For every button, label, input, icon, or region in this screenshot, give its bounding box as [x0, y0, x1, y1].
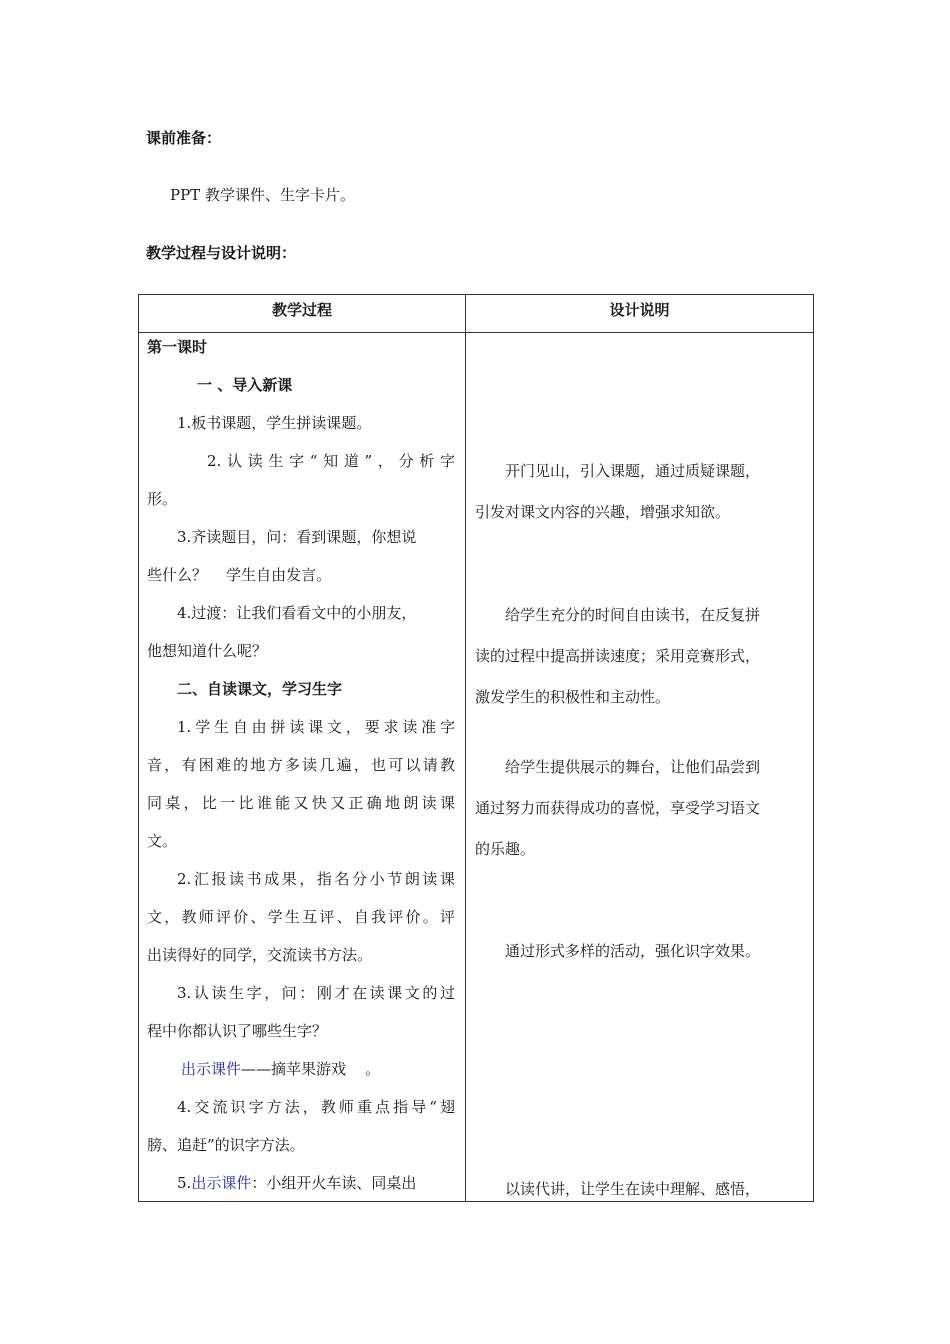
step-2-2b: 文，教师评价、学生互评、自我评价。评: [147, 908, 455, 926]
design-note-1a: 开门见山，引入课题，通过质疑课题，: [505, 462, 761, 480]
design-note-2a: 给学生充分的时间自由读书，在反复拼: [505, 606, 761, 624]
design-note-4: 通过形式多样的活动，强化识字效果。: [505, 942, 761, 960]
step-1-2b: 形。: [147, 490, 178, 508]
design-note-2b: 读的过程中提高拼读速度；采用竞赛形式，: [475, 647, 761, 665]
step-2-1c: 同桌，比一比谁能又快又正确地朗读课: [147, 794, 455, 812]
step-2-2a: 2.汇报读书成果，指名分小节朗读课: [177, 870, 455, 888]
section-2-title: 二、自读课文，学习生字: [177, 680, 343, 698]
step-2-courseware: [147, 1050, 455, 1088]
design-note-3b: 通过努力而获得成功的喜悦，享受学习语文: [475, 799, 761, 817]
step-1-2a: 2.认读生字“知道”，分析字: [207, 452, 455, 470]
section-1-title: 一 、导入新课: [197, 376, 293, 394]
header-teaching-process: 教学过程: [271, 301, 332, 319]
courseware-link-2[interactable]: 出示课件: [191, 1174, 252, 1192]
step-2-1a: 1.学生自由拼读课文，要求读准字: [177, 718, 455, 736]
process-column: [147, 328, 455, 1202]
design-note-2c: 激发学生的积极性和主动性。: [475, 688, 671, 706]
step-1-4a: 4.过渡：让我们看看文中的小朋友，: [177, 604, 417, 622]
step-2-4a: 4.交流识字方法，教师重点指导“翅: [177, 1098, 455, 1116]
process-heading: 教学过程与设计说明：: [146, 244, 297, 262]
step-2-5-num: 5.: [177, 1174, 192, 1192]
step-1-1: 1.板书课题，学生拼读课题。: [177, 414, 372, 432]
step-2-5: [147, 1164, 455, 1202]
step-1-3a: 3.齐读题目，问：看到课题，你想说: [177, 528, 417, 546]
step-2-3b: 程中你都认识了哪些生字？: [147, 1022, 328, 1040]
prep-text: PPT 教学课件、生字卡片。: [170, 186, 355, 204]
column-divider: [465, 295, 466, 1201]
design-note-3a: 给学生提供展示的舞台，让他们品尝到: [505, 758, 761, 776]
header-design-notes: 设计说明: [609, 301, 670, 319]
step-2-2c: 出读得好的同学，交流读书方法。: [147, 946, 373, 964]
step-2-5-text: ：小组开火车读、同桌出: [251, 1174, 417, 1192]
step-1-4b: 他想知道什么呢？: [147, 642, 268, 660]
courseware-text: ——摘苹果游戏 。: [241, 1060, 381, 1078]
design-note-3c: 的乐趣。: [475, 840, 536, 858]
step-2-1d: 文。: [147, 832, 178, 850]
step-2-1b: 音，有困难的地方多读几遍，也可以请教: [147, 756, 455, 774]
step-2-4b: 膀、追赶”的识字方法。: [147, 1136, 305, 1154]
prep-heading: 课前准备：: [146, 129, 222, 147]
design-note-5: 以读代讲，让学生在读中理解、感悟，: [505, 1180, 761, 1198]
design-note-1b: 引发对课文内容的兴趣，增强求知欲。: [475, 503, 731, 521]
lesson-label: 第一课时: [147, 338, 208, 356]
courseware-link[interactable]: 出示课件: [181, 1060, 242, 1078]
step-1-3b: 些什么？ 学生自由发言。: [147, 566, 332, 584]
step-2-3a: 3.认读生字，问：刚才在读课文的过: [177, 984, 455, 1002]
lesson-table: [138, 294, 814, 1202]
